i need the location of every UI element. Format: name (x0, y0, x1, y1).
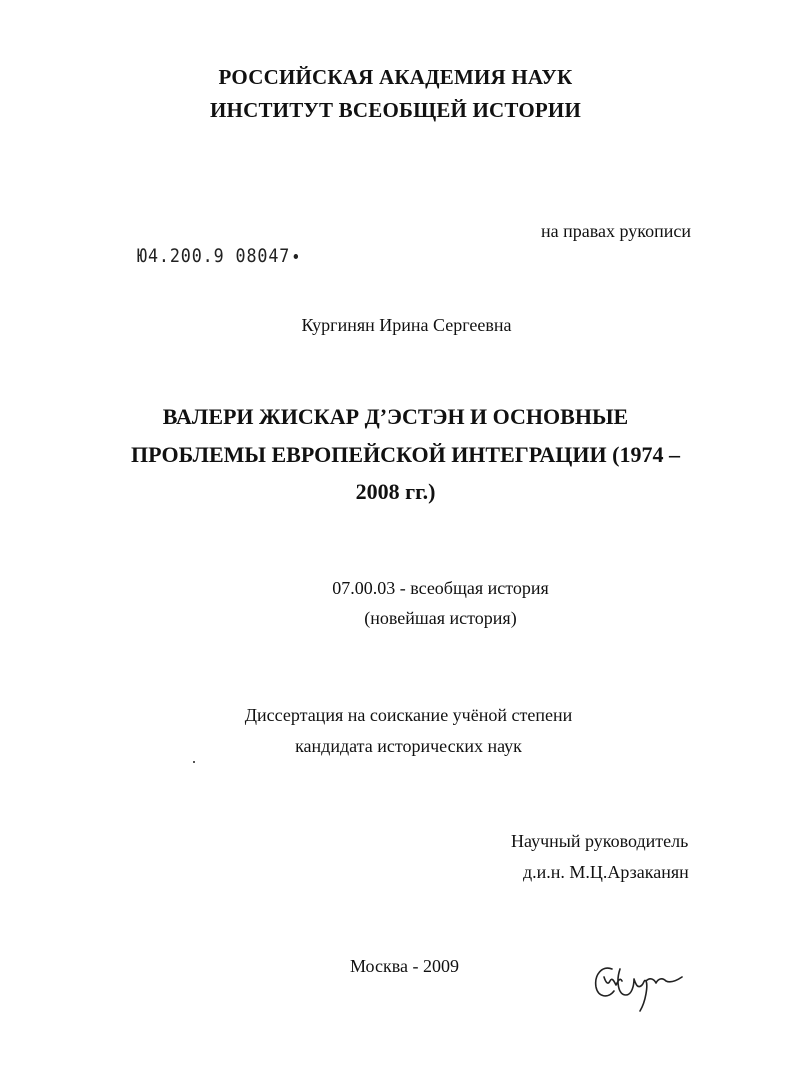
specialty-code: 07.00.03 - всеобщая история (332, 578, 549, 598)
stamp-dot (294, 254, 298, 259)
archive-stamp-number (137, 247, 298, 266)
archive-stamp-text: Ю4.200.9 08047 (137, 245, 291, 267)
specialty-subfield: (новейшая история) (364, 608, 517, 628)
thesis-title-line-1: ВАЛЕРИ ЖИСКАР Д’ЭСТЭН И ОСНОВНЫЕ (162, 404, 629, 429)
organization-name: РОССИЙСКАЯ АКАДЕМИЯ НАУК (218, 65, 573, 89)
handwritten-signature (590, 955, 685, 1015)
degree-name: кандидата исторических наук (295, 736, 522, 756)
supervisor-name: д.и.н. М.Ц.Арзаканян (523, 862, 689, 882)
manuscript-rights-note: на правах рукописи (541, 221, 691, 241)
supervisor-label: Научный руководитель (511, 831, 689, 851)
thesis-title-line-3: 2008 гг.) (355, 479, 436, 504)
institute-name: ИНСТИТУТ ВСЕОБЩЕЙ ИСТОРИИ (210, 98, 581, 122)
author-name: Кургинян Ирина Сергеевна (301, 315, 512, 335)
dissertation-statement: Диссертация на соискание учёной степени (244, 705, 573, 725)
place-and-year: Москва - 2009 (350, 956, 459, 976)
thesis-title-line-2: ПРОБЛЕМЫ ЕВРОПЕЙСКОЙ ИНТЕГРАЦИИ (1974 – (131, 442, 680, 467)
scan-speck (193, 761, 195, 763)
